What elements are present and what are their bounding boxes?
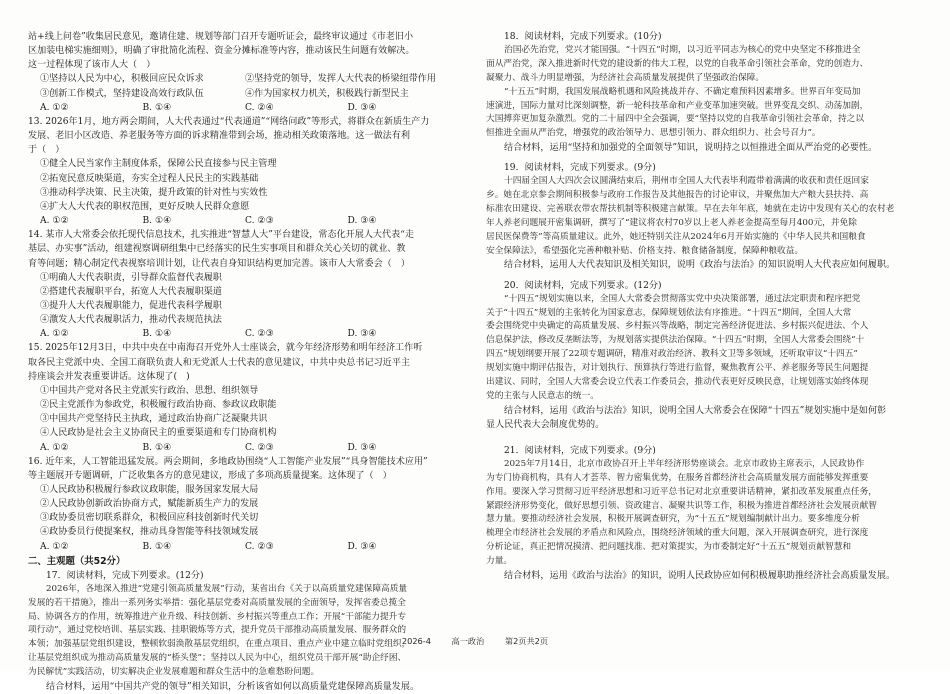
question-13-stem: 13. 2026年1月，地方两会期间，人大代表通过“代表通道”“网络问政”等形式，将群众在新质生产力 <box>28 116 430 127</box>
answer-option: A. ①② <box>40 216 69 227</box>
answer-options <box>28 214 450 228</box>
question-20-material: 四五”规划纲要开展了22项专题调研，精准对政治经济、教科文卫等多领域，还听取审议“十四五” <box>486 349 858 360</box>
question-19-material: 乡。她在北京参会期间积极参与政府工作报告及其他报告的讨论审议，并聚焦加大产粮大县扶持、高 <box>486 190 869 201</box>
question-18-title: 18．阅读材料，完成下列要求。(10分) <box>504 32 662 42</box>
question-12-stem: 这一过程体现了该市人大（ ） <box>28 60 156 71</box>
question-19-material: 居民医保费等”等高质量建议。此外，她还特别关注从2024年6月开始实施的《中华人民共和国粮食 <box>486 231 866 242</box>
question-18-material: 恒推进全面从严治党，增强党的政治领导力、思想引领力、群众组织力、社会号召力”。 <box>486 128 821 139</box>
question-21-material: 梳理全市经济社会发展的矛盾点和风险点，围绕经济领域的重大问题，深入开展调查研究，进行深度 <box>486 528 869 539</box>
answer-option: D. ③④ <box>347 102 377 113</box>
page-footer <box>0 636 950 647</box>
question-20-material: 委会围绕党中央确定的高质量发展、乡村振兴等战略，制定完善经济促进法、乡村振兴促进法、个人 <box>486 321 869 332</box>
answer-option: D. ③④ <box>347 442 377 453</box>
question-21-title: 21．阅读材料，完成下列要求。(9分) <box>504 445 656 456</box>
question-20-task: 结合材料，运用《政治与法治》知识，说明全国人大常委会在保障“十四五”规划实施中是如何彰 <box>504 405 887 416</box>
answer-option: A. ①② <box>40 442 69 453</box>
answer-option: B. ①④ <box>142 442 172 453</box>
question-17-material: 局、协调各方的作用，统筹推进产业升级、科技创新、乡村振兴等重点工作；开展“干部能力提升专 <box>28 611 407 622</box>
question-20-material: 信息保护法，修改反垄断法等，为规划落实提供法治保障。“十四五”时期，全国人大常委会围绕“十 <box>486 335 865 346</box>
choice-item: ①中国共产党对各民主党派实行政治、思想、组织领导 <box>40 385 259 396</box>
answer-option: B. ①④ <box>142 216 172 227</box>
question-18-material: “十五五”时期，我国发展战略机遇和风险挑战并存、不确定难预料因素增多。世界百年变局加 <box>504 86 861 97</box>
choice-item-row <box>28 87 450 101</box>
section-title: 二、主观题（共52分） <box>28 555 126 567</box>
right-column <box>486 30 924 583</box>
question-21-task: 结合材料，运用《政治与法治》的知识，说明人民政协应如何积极履职助推经济社会高质量发展。 <box>504 570 896 581</box>
question-14-stem: 14. 某市人大常委会依托现代信息技术，扎实推进“智慧人大”平台建设，常态化开展人大代表“走 <box>28 230 414 241</box>
answer-option: D. ③④ <box>347 216 377 227</box>
answer-options <box>28 101 450 115</box>
choice-item: ②民主党派作为参政党，积极履行政治协商、参政议政职能 <box>40 400 277 411</box>
choice-item: ②搭建代表履职平台，拓宽人大代表履职渠道 <box>40 286 222 297</box>
question-15-stem: 持座谈会并发表重要讲话。这体现了( ) <box>28 371 190 382</box>
choice-item: ④人民政协是社会主义协商民主的重要渠道和专门协商机构 <box>40 428 277 439</box>
answer-option: A. ①② <box>40 102 69 113</box>
question-18-material: 治国必先治党，党兴才能国强。“十四五”时期，以习近平同志为核心的党中央坚定不移推进全 <box>504 45 861 56</box>
question-21-material: 作用。要深入学习贯彻习近平经济思想和习近平总书记对北京重要讲话精神，紧扣改革发展重点任务， <box>486 486 877 497</box>
choice-item: ②拓宽民意反映渠道，夯实全过程人民民主的实践基础 <box>40 173 259 184</box>
choice-item: ②坚持党的领导，发挥人大代表的桥梁纽带作用 <box>245 74 436 85</box>
question-19-material: 标准农田建设、完善联农带农帮扶机制等积极建言献策。早在去年年底，她就在走访中发现有关心的农村老 <box>486 204 895 215</box>
question-21-material: 力量。 <box>486 555 513 566</box>
answer-options <box>28 327 450 341</box>
choice-item: ③中国共产党坚持民主执政，通过政治协商广泛凝聚共识 <box>40 414 268 425</box>
choice-item: ①明确人大代表职责，引导群众监督代表履职 <box>40 272 222 283</box>
question-14-stem: 基层、办实事”活动，组建视察调研组集中已经落实的民生实事项目和群众关心关切的就业、教 <box>28 244 406 255</box>
choice-item: ③推动科学决策、民主决策，提升政策的针对性与实效性 <box>40 187 268 198</box>
question-20-title: 20．阅读材料，完成下列要求。(12分) <box>504 280 662 291</box>
question-21-material: 分析论证，真正把情况摸清、把问题找准、把对策提实，为市委制定好“十五五”规划贡献智慧和 <box>486 542 852 553</box>
answer-option: D. ③④ <box>347 541 377 552</box>
page-number: 第2页共2页 <box>504 636 549 646</box>
answer-option: C. ②③ <box>245 329 274 340</box>
question-19-material: 十四届全国人大四次会议圆满结束后，荆州市全国人大代表毕利霞带着满满的收获和责任返回家 <box>504 176 869 187</box>
answer-option: B. ①④ <box>142 329 172 340</box>
exam-code: 2026-4 <box>401 636 431 646</box>
choice-item: ④扩大人大代表的职权范围，更好反映人民群众意愿 <box>40 201 250 212</box>
choice-item: ①坚持以人民为中心，积极回应民众诉求 <box>40 74 204 85</box>
question-17-material: 2026年，各地深入推进“党建引领高质量发展”行动，某省出台《关于以高质量党建保障高质量 <box>46 583 408 594</box>
question-12-stem: 站+线上问卷”收集居民意见，邀请住建、规划等部门召开专题听证会，最终审议通过《市老旧小 <box>28 32 414 42</box>
answer-option: D. ③④ <box>347 329 377 340</box>
question-18-material: 速演进，国际力量对比深刻调整，新一轮科技革命和产业变革加速突破。世界变乱交织、动荡加剧， <box>486 100 869 111</box>
question-20-material: 党的主张与人民意志的统一。 <box>486 390 599 401</box>
choice-item: ①人民政协积极履行参政议政职能，服务国家发展大局 <box>40 485 259 495</box>
answer-options <box>28 540 450 554</box>
question-18-task: 结合材料，运用“坚持和加强党的全面领导”知识，说明持之以恒推进全面从严治党的必要性。 <box>504 143 878 154</box>
answer-option: C. ②③ <box>245 216 274 227</box>
answer-option: C. ②④ <box>245 102 274 113</box>
question-20-material: “十四五”规划实施以来，全国人大常委会贯彻落实党中央决策部署，通过法定职责和程序把党 <box>504 293 861 304</box>
left-column <box>28 30 450 694</box>
question-17-material: 项行动”，通过党校培训、基层实践、挂职锻炼等方式，提升党员干部推动高质量发展、服务群众的 <box>28 625 407 636</box>
subject-label: 高一政治 <box>451 636 485 646</box>
question-14-stem: 育等问题；精心制定代表视察培训计划，让代表自身知识结构更加完善。该市人大常委会（ ） <box>28 258 410 269</box>
question-15-stem: 15. 2025年12月3日，中共中央在中南海召开党外人士座谈会，就今年经济形势和明年经济工作听 <box>28 343 423 354</box>
choice-item-row <box>28 72 450 86</box>
question-18-material: 面从严治党，深入推进新时代党的建设新的伟大工程，以党的自我革命引领社会革命，党的创造力、 <box>486 59 869 69</box>
question-17-task: 结合材料，运用“中国共产党的领导”相关知识，分析该省如何以高质量党建保障高质量发展。 <box>46 681 420 692</box>
answer-option: C. ②③ <box>245 442 274 453</box>
question-12-stem: 区加装电梯实施细则》，明确了审批简化流程、资金分摊标准等内容，推动该民生问题有效解决。 <box>28 46 415 57</box>
question-16-stem: 16. 近年来，人工智能迅猛发展。两会期间，多地政协围绕“人工智能产业发展”“具身智能技术应用” <box>28 456 428 467</box>
question-21-material: 慧力量。要推动经济社会发展，积极开展调查研究，为“十五五”规划编制献计出力。要多维度分析 <box>486 514 860 525</box>
answer-option: C. ②③ <box>245 541 274 552</box>
answer-option: B. ①④ <box>142 102 172 113</box>
question-19-material: 年人养老问题展开密集调研，撰写了“建议将农村70岁以上老人养老金提高至每月400元，并免除 <box>486 217 857 228</box>
choice-item: ④政协委员行使提案权，推动具身智能等科技领域发展 <box>40 527 259 538</box>
choice-item: ③创新工作模式，坚持建设高效行政队伍 <box>40 88 204 99</box>
question-18-material: 凝聚力、战斗力明显增强，为经济社会高质量发展提供了坚强政治保障。 <box>486 72 764 83</box>
question-20-material: 出建议、同时，全国人大常委会设立代表工作委员会，推动代表更好反映民意，让规划落实始终体现 <box>486 376 869 387</box>
question-17-material: 让基层党组织成为推动高质量发展的“桥头堡”；坚持以人民为中心，组织党员干部开展“助企纾困、 <box>28 653 407 664</box>
question-21-material: 紧跟经济形势变化，做好思想引领、资政建言、凝聚共识等工作，积极为推进首都经济社会发展贡献智 <box>486 500 877 511</box>
choice-item: ③提升人大代表履职能力，促进代表科学履职 <box>40 300 222 311</box>
choice-item: ④作为国家权力机关，积极践行新型民主 <box>245 88 409 99</box>
question-13-stem: 于（ ） <box>28 145 65 156</box>
question-17-material: 发展的若干措施》，推出一系列务实举措：强化基层党委对高质量发展的全面领导，发挥省委总揽全 <box>28 597 406 608</box>
question-19-material: 安全保障法》，希望强化完善种粮补贴、价格支持、粮食储备制度，保障种粮收益。 <box>486 245 804 256</box>
question-18-material: 大国搏弈更加复杂激烈。党的二十届四中全会强调，要“坚持以党的自我革命引领社会革命，持之以 <box>486 114 865 125</box>
question-19-task: 结合材料，运用人大代表知识及相关知识，说明《政治与法治》的知识说明人大代表应如何履职。 <box>504 260 896 271</box>
choice-item: ②人民政协创新政治协商方式，赋能新质生产力的发展 <box>40 499 259 510</box>
question-20-material: 规划实施中期评估报告，对计划执行、预算执行等进行监督，聚焦教育公平、养老服务等民生问题提 <box>486 362 869 373</box>
choice-item: ③政协委员密切联系群众，积极回应科技创新时代关切 <box>40 513 259 524</box>
question-15-stem: 取各民主党派中央、全国工商联负责人和无党派人士代表的意见建议，中共中央总书记习近平主 <box>28 357 410 368</box>
answer-option: A. ①② <box>40 541 69 552</box>
question-20-task: 显人民代表大会制度优势的。 <box>486 419 605 430</box>
question-17-material: 为民解忧”实践活动，切实解决企业发展难题和群众生活中的急难愁盼问题。 <box>28 667 320 677</box>
answer-option: A. ①② <box>40 329 69 340</box>
question-17-material: 本领；加强基层党组织建设，整顿软弱涣散基层党组织，在重点项目、重点产业中建立临时党组织， <box>28 639 411 650</box>
choice-item: ①健全人民当家作主制度体系，保障公民直接参与民主管理 <box>40 159 277 170</box>
question-17-title: 17．阅读材料，完成下列要求。(12分) <box>46 570 204 581</box>
question-21-material: 2025年7月14日，北京市政协召开上半年经济形势座谈会。北京市政协主席表示，人民政协作 <box>504 458 865 469</box>
question-21-material: 为专门协商机构，具有人才荟萃、智力密集优势，在服务首都经济社会高质量发展方面能够发挥重要 <box>486 472 869 483</box>
choice-item: ④激发人大代表履职活力，推动代表规范执法 <box>40 315 222 326</box>
answer-options <box>28 441 450 455</box>
question-13-stem: 发展、老旧小区改造、养老服务等方面的诉求精准带到会场，推动相关政策落地。这一做法有利 <box>28 131 410 142</box>
answer-option: B. ①④ <box>142 541 172 552</box>
question-20-material: 关于“十四五”规划的主张转化为国家意志，保障规划依法有序推进。“十四五”期间，全国人大常 <box>486 307 852 318</box>
question-16-stem: 等主题展开专题调研，广泛收集各方的意见建议，形成了多项高质量提案。这体现了（ ） <box>28 470 392 481</box>
question-19-title: 19．阅读材料，完成下列要求。(9分) <box>504 163 656 174</box>
